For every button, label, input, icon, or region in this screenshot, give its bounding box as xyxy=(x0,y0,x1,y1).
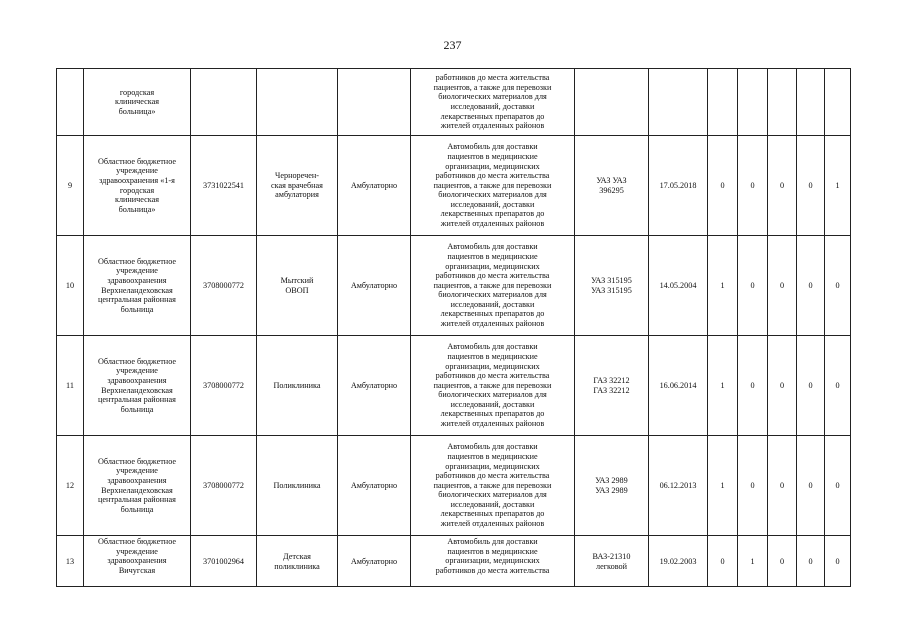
table-row xyxy=(57,436,851,536)
inn-cell xyxy=(191,69,257,136)
count-cell-3: 0 xyxy=(768,236,797,336)
purpose-cell: Автомобиль для доставки пациентов в медицинские организации, медицинских работников до места жительства пациентов, а также для перевозки биологических материалов для исследований, доставки лекарственных препаратов до жителей отдаленных районов xyxy=(411,136,575,236)
count-cell-4: 0 xyxy=(797,236,825,336)
count-cell-2: 0 xyxy=(738,136,768,236)
count-cell-3: 0 xyxy=(768,336,797,436)
purpose-cell: Автомобиль для доставки пациентов в медицинские организации, медицинских работников до места жительства пациентов, а также для перевозки биологических материалов для исследований, доставки лекарственных препаратов до жителей отдаленных районов xyxy=(411,436,575,536)
table-row xyxy=(57,536,851,587)
unit-cell xyxy=(257,69,338,136)
count-cell-1: 1 xyxy=(708,436,738,536)
count-cell-5: 0 xyxy=(825,336,851,436)
row-number-cell: 10 xyxy=(57,236,84,336)
vehicle-registry-table xyxy=(56,68,851,587)
count-cell-1: 1 xyxy=(708,236,738,336)
care-form-cell xyxy=(338,69,411,136)
unit-cell: Мытский ОВОП xyxy=(257,236,338,336)
count-cell-1: 0 xyxy=(708,536,738,587)
date-cell: 14.05.2004 xyxy=(649,236,708,336)
row-number-cell: 12 xyxy=(57,436,84,536)
date-cell: 06.12.2013 xyxy=(649,436,708,536)
row-number-cell: 13 xyxy=(57,536,84,587)
count-cell-4: 0 xyxy=(797,436,825,536)
count-cell-4: 0 xyxy=(797,536,825,587)
count-cell-2 xyxy=(738,69,768,136)
page-number: 237 xyxy=(443,38,462,52)
count-cell-2: 0 xyxy=(738,436,768,536)
table-row xyxy=(57,336,851,436)
care-form-cell: Амбулаторно xyxy=(338,536,411,587)
date-cell: 19.02.2003 xyxy=(649,536,708,587)
count-cell-1: 1 xyxy=(708,336,738,436)
vehicle-cell: ВАЗ-21310 легковой xyxy=(575,536,649,587)
vehicle-cell: ГАЗ 32212 ГАЗ 32212 xyxy=(575,336,649,436)
count-cell-1: 0 xyxy=(708,136,738,236)
table-row xyxy=(57,236,851,336)
care-form-cell: Амбулаторно xyxy=(338,136,411,236)
inn-cell: 3708000772 xyxy=(191,436,257,536)
count-cell-3 xyxy=(768,69,797,136)
date-cell: 16.06.2014 xyxy=(649,336,708,436)
count-cell-1 xyxy=(708,69,738,136)
unit-cell: Детская поликлиника xyxy=(257,536,338,587)
count-cell-4 xyxy=(797,69,825,136)
vehicle-cell: УАЗ 315195 УАЗ 315195 xyxy=(575,236,649,336)
institution-cell: Областное бюджетное учреждение здравоохранения Верхнеландеховская центральная районная больница xyxy=(84,436,191,536)
inn-cell: 3708000772 xyxy=(191,336,257,436)
vehicle-cell: УАЗ 2989 УАЗ 2989 xyxy=(575,436,649,536)
purpose-cell: работников до места жительства пациентов, а также для перевозки биологических материалов для исследований, доставки лекарственных препаратов до жителей отдаленных районов xyxy=(411,69,575,136)
institution-cell: Областное бюджетное учреждение здравоохранения Верхнеландеховская центральная районная больница xyxy=(84,336,191,436)
count-cell-3: 0 xyxy=(768,536,797,587)
count-cell-2: 0 xyxy=(738,336,768,436)
institution-cell: Областное бюджетное учреждение здравоохранения Верхнеландеховская центральная районная больница xyxy=(84,236,191,336)
care-form-cell: Амбулаторно xyxy=(338,336,411,436)
count-cell-3: 0 xyxy=(768,136,797,236)
row-number-cell xyxy=(57,69,84,136)
inn-cell: 3701002964 xyxy=(191,536,257,587)
institution-cell: Областное бюджетное учреждение здравоохранения Вичугская xyxy=(84,536,191,587)
count-cell-5 xyxy=(825,69,851,136)
date-cell xyxy=(649,69,708,136)
vehicle-cell xyxy=(575,69,649,136)
purpose-cell: Автомобиль для доставки пациентов в медицинские организации, медицинских работников до места жительства пациентов, а также для перевозки биологических материалов для исследований, доставки лекарственных препаратов до жителей отдаленных районов xyxy=(411,336,575,436)
date-cell: 17.05.2018 xyxy=(649,136,708,236)
count-cell-3: 0 xyxy=(768,436,797,536)
count-cell-4: 0 xyxy=(797,136,825,236)
count-cell-4: 0 xyxy=(797,336,825,436)
purpose-cell: Автомобиль для доставки пациентов в медицинские организации, медицинских работников до места жительства пациентов, а также для перевозки биологических материалов для исследований, доставки лекарственных препаратов до жителей отдаленных районов xyxy=(411,236,575,336)
vehicle-cell: УАЗ УАЗ 396295 xyxy=(575,136,649,236)
row-number-cell: 11 xyxy=(57,336,84,436)
unit-cell: Поликлиника xyxy=(257,436,338,536)
count-cell-2: 1 xyxy=(738,536,768,587)
unit-cell: Поликлиника xyxy=(257,336,338,436)
count-cell-5: 0 xyxy=(825,536,851,587)
institution-cell: Областное бюджетное учреждение здравоохранения «1-я городская клиническая больница» xyxy=(84,136,191,236)
count-cell-5: 0 xyxy=(825,436,851,536)
care-form-cell: Амбулаторно xyxy=(338,436,411,536)
count-cell-5: 1 xyxy=(825,136,851,236)
count-cell-2: 0 xyxy=(738,236,768,336)
row-number-cell: 9 xyxy=(57,136,84,236)
institution-cell: городская клиническая больница» xyxy=(84,69,191,136)
unit-cell: Черноречен- ская врачебная амбулатория xyxy=(257,136,338,236)
inn-cell: 3708000772 xyxy=(191,236,257,336)
table-row xyxy=(57,136,851,236)
count-cell-5: 0 xyxy=(825,236,851,336)
purpose-cell: Автомобиль для доставки пациентов в медицинские организации, медицинских работников до места жительства xyxy=(411,536,575,587)
table-row xyxy=(57,69,851,136)
inn-cell: 3731022541 xyxy=(191,136,257,236)
care-form-cell: Амбулаторно xyxy=(338,236,411,336)
